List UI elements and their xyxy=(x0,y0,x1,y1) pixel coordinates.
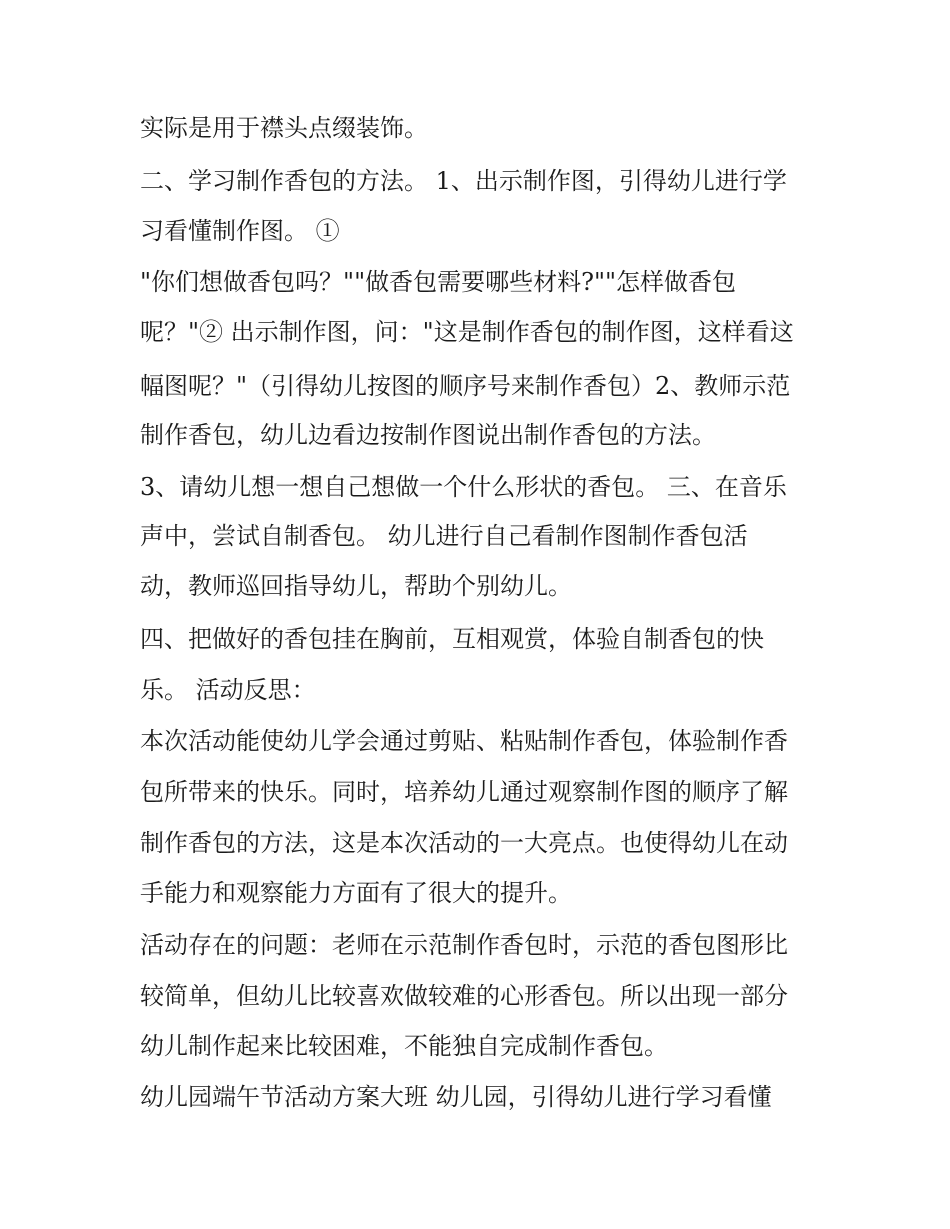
text-line: 制作香包，幼儿边看边按制作图说出制作香包的方法。 xyxy=(140,421,716,449)
text-line: 本次活动能使幼儿学会通过剪贴、粘贴制作香包，体验制作香 xyxy=(140,727,788,755)
text-line: 幅图呢？"（引得幼儿按图的顺序号来制作香包）2、教师示范 xyxy=(140,372,791,400)
text-line: 活动存在的问题：老师在示范制作香包时，示范的香包图形比 xyxy=(140,931,788,959)
text-line: 四、把做好的香包挂在胸前，互相观赏，体验自制香包的快 xyxy=(140,625,764,653)
text-line: 呢？"② 出示制作图，问："这是制作香包的制作图，这样看这 xyxy=(140,318,794,346)
text-line: 包所带来的快乐。同时，培养幼儿通过观察制作图的顺序了解 xyxy=(140,778,788,806)
text-line: "你们想做香包吗？""做香包需要哪些材料?""怎样做香包 xyxy=(140,268,737,296)
text-line: 幼儿园端午节活动方案大班 幼儿园，引得幼儿进行学习看懂 xyxy=(140,1083,772,1111)
text-line: 制作香包的方法，这是本次活动的一大亮点。也使得幼儿在动 xyxy=(140,829,788,857)
text-line: 动，教师巡回指导幼儿，帮助个别幼儿。 xyxy=(140,572,572,600)
text-line: 乐。 活动反思： xyxy=(140,676,316,704)
text-line: 幼儿制作起来比较困难，不能独自完成制作香包。 xyxy=(140,1032,668,1060)
text-line: 二、学习制作香包的方法。 1、出示制作图，引得幼儿进行学 xyxy=(140,167,787,195)
text-line: 3、请幼儿想一想自己想做一个什么形状的香包。 三、在音乐 xyxy=(140,473,787,501)
text-line: 较简单，但幼儿比较喜欢做较难的心形香包。所以出现一部分 xyxy=(140,982,788,1010)
text-line: 习看懂制作图。 ① xyxy=(140,217,340,245)
text-line: 手能力和观察能力方面有了很大的提升。 xyxy=(140,879,572,907)
text-line: 实际是用于襟头点缀装饰。 xyxy=(140,114,428,142)
text-line: 声中，尝试自制香包。 幼儿进行自己看制作图制作香包活 xyxy=(140,522,748,550)
